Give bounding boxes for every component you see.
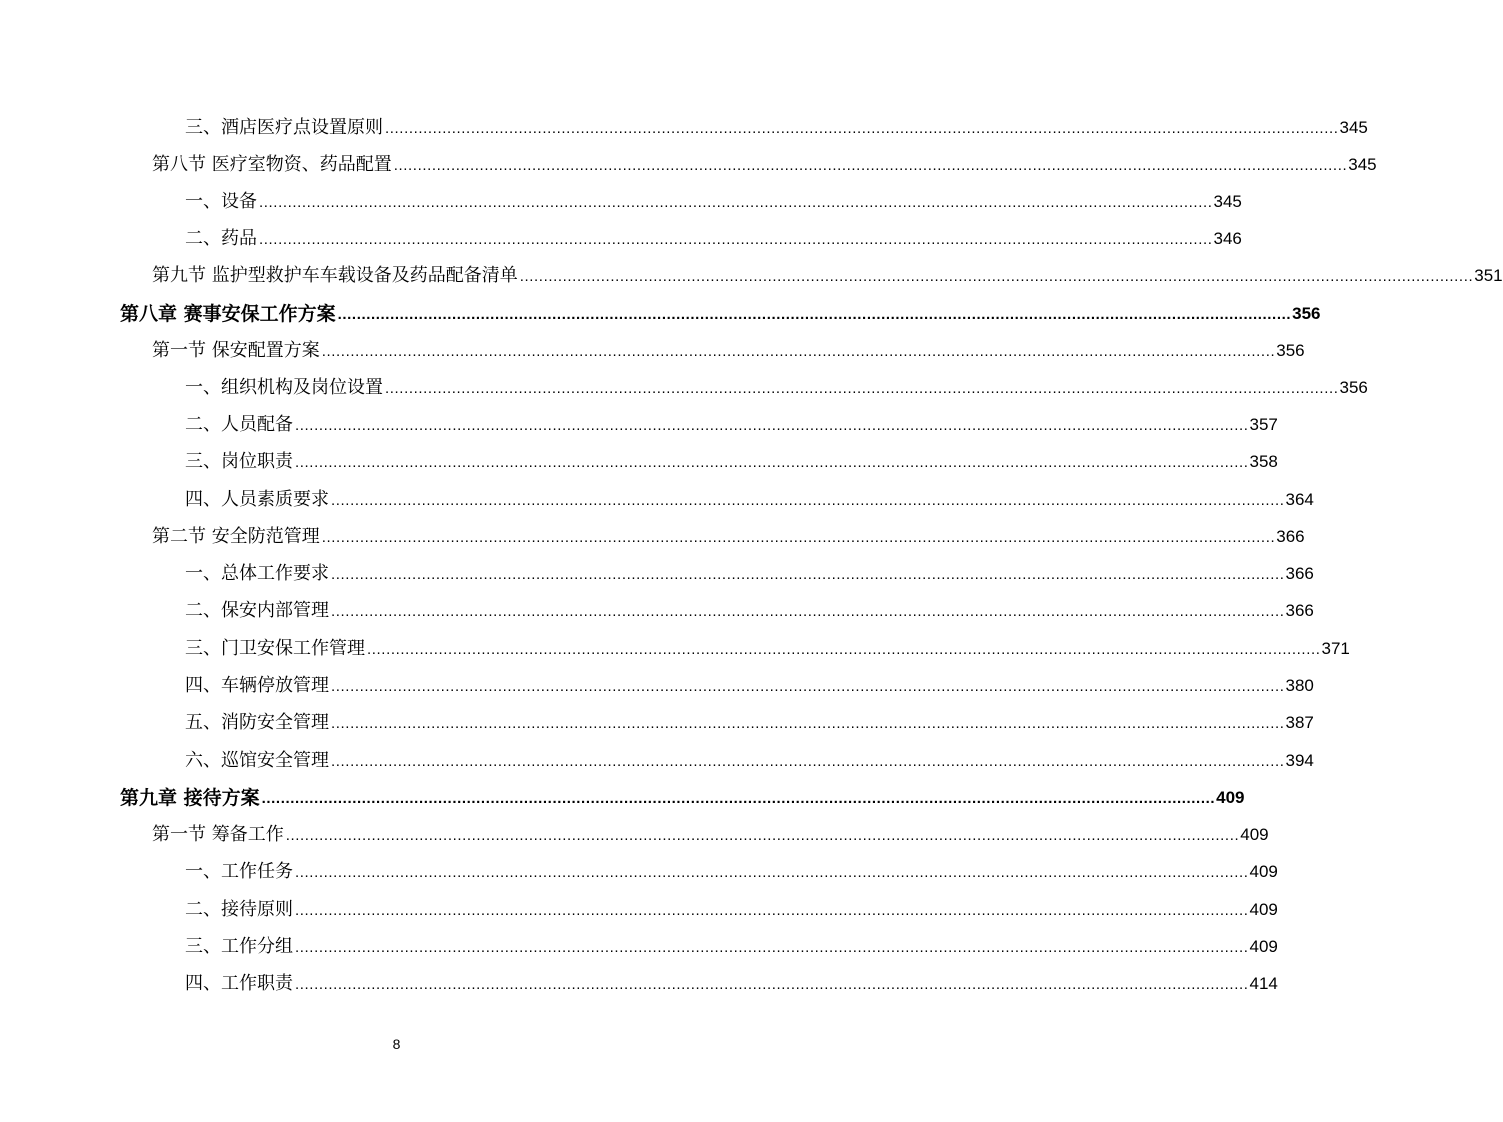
toc-entry-title: 四、车辆停放管理 — [185, 675, 329, 696]
dot-leader: ........................................................................................................................................................................................................ — [393, 157, 1348, 174]
toc-entry-page: 414 — [1249, 974, 1278, 993]
toc-chapter-entry[interactable] — [120, 288, 1321, 325]
toc-entry[interactable] — [152, 139, 1377, 176]
toc-entry[interactable] — [185, 436, 1278, 473]
toc-entry[interactable] — [185, 585, 1314, 622]
toc-entry-page: 380 — [1285, 676, 1314, 695]
toc-entry-page: 409 — [1249, 862, 1278, 881]
toc-entry-title: 二、保安内部管理 — [185, 600, 329, 621]
dot-leader: ........................................................................................................................................................................................................ — [337, 306, 1292, 323]
toc-entry[interactable] — [185, 548, 1314, 585]
dot-leader: ........................................................................................................................................................................................................ — [295, 902, 1249, 919]
toc-entry-page: 346 — [1213, 229, 1242, 248]
dot-leader: ........................................................................................................................................................................................................ — [331, 492, 1285, 509]
toc-entry-title: 三、门卫安保工作管理 — [185, 638, 365, 659]
toc-entry[interactable] — [152, 809, 1269, 846]
toc-entry-title: 第二节 安全防范管理 — [152, 526, 320, 547]
toc-entry[interactable] — [185, 102, 1368, 139]
toc-entry-page: 345 — [1339, 118, 1368, 137]
dot-leader: ........................................................................................................................................................................................................ — [295, 454, 1249, 471]
toc-entry-page: 394 — [1285, 751, 1314, 770]
toc-entry-title: 四、工作职责 — [185, 973, 293, 994]
dot-leader: ........................................................................................................................................................................................................ — [321, 529, 1276, 546]
toc-entry-page: 409 — [1240, 825, 1269, 844]
toc-entry[interactable] — [185, 697, 1314, 734]
dot-leader: ........................................................................................................................................................................................................ — [295, 417, 1249, 434]
toc-entry-title: 二、药品 — [185, 228, 257, 249]
toc-entry-page: 366 — [1285, 564, 1314, 583]
toc-entry-title: 一、设备 — [185, 191, 257, 212]
toc-entry-title: 第一节 保安配置方案 — [152, 340, 320, 361]
dot-leader: ........................................................................................................................................................................................................ — [367, 641, 1321, 658]
toc-entry-page: 409 — [1216, 788, 1245, 807]
toc-entry[interactable] — [152, 250, 1503, 287]
toc-entry[interactable] — [185, 623, 1350, 660]
toc-entry-title: 第八章 赛事安保工作方案 — [120, 303, 336, 325]
toc-entry-title: 三、岗位职责 — [185, 451, 293, 472]
toc-entry-page: 409 — [1249, 937, 1278, 956]
dot-leader: ........................................................................................................................................................................................................ — [331, 715, 1285, 732]
toc-entry-page: 371 — [1321, 639, 1350, 658]
toc-entry-title: 二、接待原则 — [185, 899, 293, 920]
dot-leader: ........................................................................................................................................................................................................ — [385, 120, 1339, 137]
toc-entry-title: 一、组织机构及岗位设置 — [185, 377, 383, 398]
dot-leader: ........................................................................................................................................................................................................ — [295, 976, 1249, 993]
toc-entry[interactable] — [152, 325, 1305, 362]
toc-entry[interactable] — [152, 511, 1305, 548]
toc-chapter-entry[interactable] — [120, 772, 1245, 809]
toc-entry-page: 366 — [1285, 601, 1314, 620]
toc-entry-title: 第九章 接待方案 — [120, 787, 260, 809]
toc-entry-page: 409 — [1249, 900, 1278, 919]
dot-leader: ........................................................................................................................................................................................................ — [295, 864, 1249, 881]
dot-leader: ........................................................................................................................................................................................................ — [285, 827, 1240, 844]
dot-leader: ........................................................................................................................................................................................................ — [295, 939, 1249, 956]
toc-entry-title: 第一节 筹备工作 — [152, 824, 284, 845]
dot-leader: ........................................................................................................................................................................................................ — [331, 603, 1285, 620]
toc-entry-title: 六、巡馆安全管理 — [185, 750, 329, 771]
toc-entry-page: 356 — [1339, 378, 1368, 397]
dot-leader: ........................................................................................................................................................................................................ — [519, 268, 1474, 285]
dot-leader: ........................................................................................................................................................................................................ — [331, 566, 1285, 583]
toc-entry-title: 一、总体工作要求 — [185, 563, 329, 584]
toc-entry-page: 345 — [1348, 155, 1377, 174]
dot-leader: ........................................................................................................................................................................................................ — [321, 343, 1276, 360]
toc-entry-page: 356 — [1276, 341, 1305, 360]
toc-entry-page: 351 — [1474, 266, 1503, 285]
page-number: 8 — [392, 1036, 401, 1052]
toc-entry-title: 第九节 监护型救护车车载设备及药品配备清单 — [152, 265, 518, 286]
dot-leader: ........................................................................................................................................................................................................ — [331, 753, 1285, 770]
toc-entry[interactable] — [185, 362, 1368, 399]
toc-entry[interactable] — [185, 846, 1278, 883]
toc-entry-title: 一、工作任务 — [185, 861, 293, 882]
toc-entry-page: 366 — [1276, 527, 1305, 546]
toc-entry[interactable] — [185, 660, 1314, 697]
toc-entry-page: 345 — [1213, 192, 1242, 211]
toc-entry[interactable] — [185, 474, 1314, 511]
toc-entry-page: 364 — [1285, 490, 1314, 509]
toc-entry[interactable] — [185, 399, 1278, 436]
toc-entry-page: 357 — [1249, 415, 1278, 434]
dot-leader: ........................................................................................................................................................................................................ — [259, 231, 1213, 248]
toc-entry-title: 三、工作分组 — [185, 936, 293, 957]
toc-entry[interactable] — [185, 176, 1242, 213]
toc-entry-title: 三、酒店医疗点设置原则 — [185, 117, 383, 138]
toc-entry-title: 第八节 医疗室物资、药品配置 — [152, 154, 392, 175]
toc-entry-page: 387 — [1285, 713, 1314, 732]
toc-entry[interactable] — [185, 735, 1314, 772]
toc-entry[interactable] — [185, 958, 1278, 995]
dot-leader: ........................................................................................................................................................................................................ — [259, 194, 1213, 211]
toc-entry-title: 二、人员配备 — [185, 414, 293, 435]
dot-leader: ........................................................................................................................................................................................................ — [331, 678, 1285, 695]
toc-entry-page: 356 — [1292, 304, 1321, 323]
toc-entry[interactable] — [185, 213, 1242, 250]
toc-entry-title: 四、人员素质要求 — [185, 489, 329, 510]
toc-entry-title: 五、消防安全管理 — [185, 712, 329, 733]
toc-entry-page: 358 — [1249, 452, 1278, 471]
dot-leader: ........................................................................................................................................................................................................ — [385, 380, 1339, 397]
dot-leader: ........................................................................................................................................................................................................ — [261, 790, 1216, 807]
toc-entry[interactable] — [185, 921, 1278, 958]
toc-entry[interactable] — [185, 884, 1278, 921]
